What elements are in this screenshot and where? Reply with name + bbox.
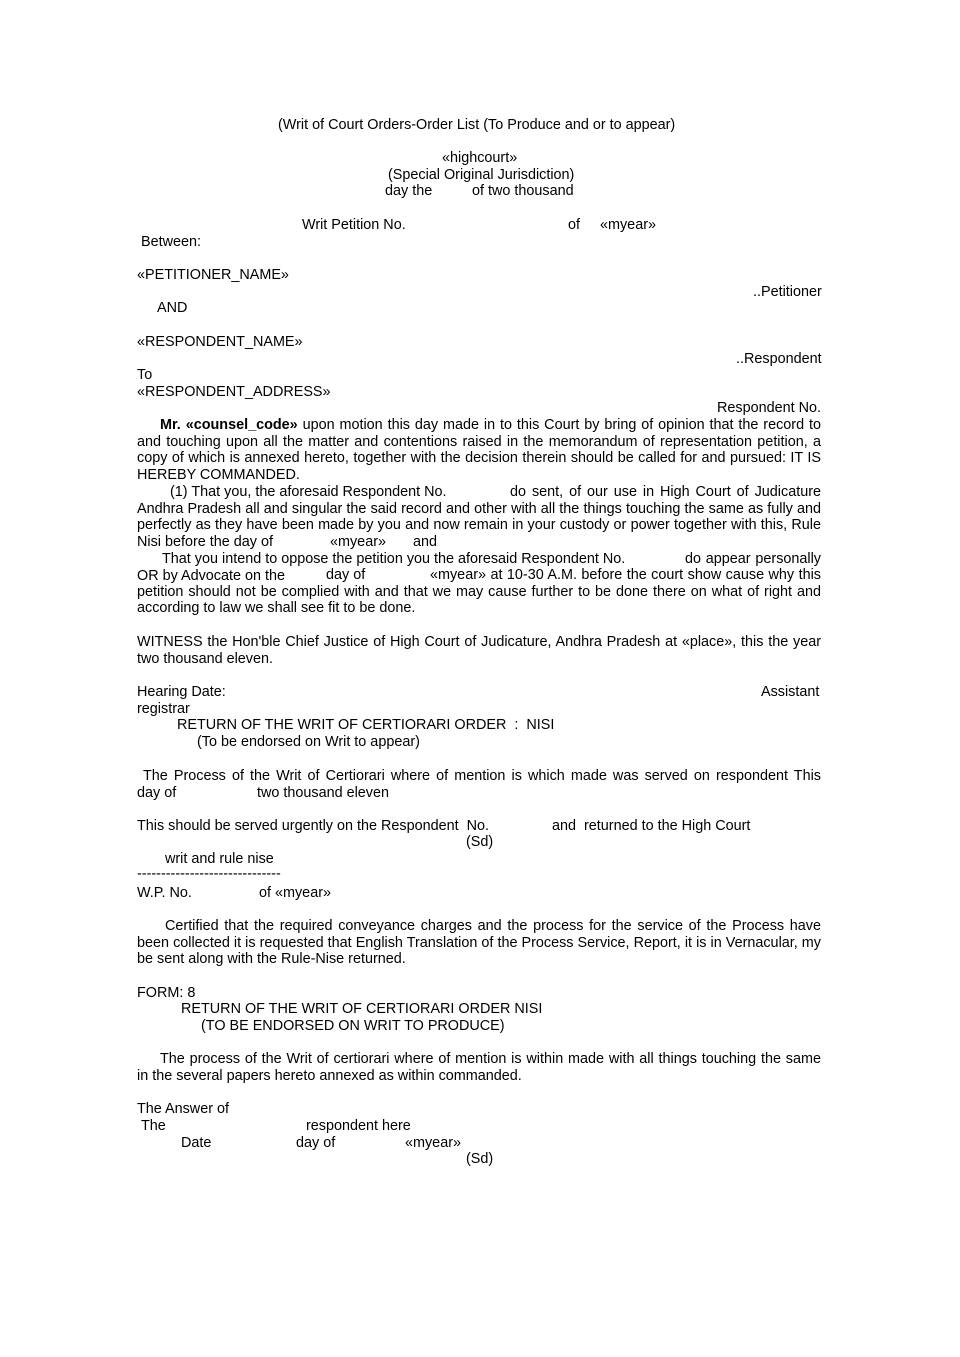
- respondent-label: ..Respondent: [736, 351, 822, 367]
- writ-rule-nise: writ and rule nise: [165, 851, 274, 867]
- form-8-heading: RETURN OF THE WRIT OF CERTIORARI ORDER NISI: [181, 1001, 543, 1017]
- process-two-thousand-eleven: two thousand eleven: [257, 785, 390, 801]
- petitioner-name-field: «PETITIONER_NAME»: [137, 267, 289, 283]
- to-label: To: [137, 367, 153, 383]
- certified-paragraph: Certified that the required conveyance charges and the process for the service of the Process have been collected it is requested that English Translation of the Process Service, Report, it is in Vernacular, my be sent along with the Rule-Nise returned.: [137, 918, 821, 968]
- between-label: Between:: [141, 234, 202, 250]
- wp-no-label: W.P. No.: [137, 885, 192, 901]
- oppose-day-of: day of: [326, 567, 366, 583]
- oppose-intro: That you intend to oppose the petition you the aforesaid Respondent No.: [162, 551, 626, 567]
- writ-petition-no-label: Writ Petition No.: [302, 217, 406, 233]
- form-8-year-field: «myear»: [405, 1135, 461, 1151]
- oppose-paragraph-2: [137, 567, 821, 617]
- form-8-paragraph: The process of the Writ of certiorari where of mention is within made with all things touching the same in the several papers hereto annexed as within commanded.: [137, 1051, 821, 1084]
- served-urgently-text: This should be served urgently on the Respondent No.: [137, 818, 489, 834]
- date-label: Date: [181, 1135, 212, 1151]
- rule-nisi-year-field: «myear»: [330, 534, 386, 550]
- hearing-date-label: Hearing Date:: [137, 684, 226, 700]
- dashed-divider: ------------------------------: [137, 866, 281, 882]
- respondent-name-field: «RESPONDENT_NAME»: [137, 334, 303, 350]
- counsel-code-field: Mr. «counsel_code»: [160, 417, 298, 433]
- signature-sd-1: (Sd): [466, 834, 494, 850]
- highcourt-field: «highcourt»: [442, 150, 518, 166]
- return-heading: RETURN OF THE WRIT OF CERTIORARI ORDER : NISI: [177, 717, 555, 733]
- of-two-thousand-label: of two thousand: [472, 183, 574, 199]
- process-day-of: day of: [137, 785, 177, 801]
- petition-of-label: of: [568, 217, 581, 233]
- form-8-label: FORM: 8: [137, 985, 196, 1001]
- oppose-text-2: «myear» at 10-30 A.M. before the court show cause why this petition should not be complied with and that we may cause further to be done there on what of right and according to law we shall see fit to be done.: [137, 567, 821, 617]
- return-subheading: (To be endorsed on Writ to appear): [197, 734, 420, 750]
- witness-paragraph: WITNESS the Hon'ble Chief Justice of High Court of Judicature, Andhra Pradesh at «place», this the year two thousand eleven.: [137, 634, 821, 667]
- form-8-day-of: day of: [296, 1135, 336, 1151]
- oppose-text-1: do appear personally OR by Advocate on the: [137, 551, 821, 584]
- process-paragraph: The Process of the Writ of Certiorari where of mention is which made was served on respondent This: [143, 768, 821, 784]
- respondent-no-label: Respondent No.: [717, 400, 822, 416]
- document-title: (Writ of Court Orders-Order List (To Produce and or to appear): [278, 117, 676, 133]
- command-paragraph: [137, 417, 821, 484]
- wp-year-field: of «myear»: [259, 885, 331, 901]
- respondent-here-label: respondent here: [306, 1118, 411, 1134]
- respondent-address-field: «RESPONDENT_ADDRESS»: [137, 384, 331, 400]
- form-8-subheading: (TO BE ENDORSED ON WRIT TO PRODUCE): [201, 1018, 505, 1034]
- answer-of-label: The Answer of: [137, 1101, 229, 1117]
- signature-sd-2: (Sd): [466, 1151, 494, 1167]
- and-label: AND: [157, 300, 188, 316]
- day-the-label: day the: [385, 183, 433, 199]
- petitioner-label: ..Petitioner: [753, 284, 822, 300]
- petition-year-field: «myear»: [600, 217, 656, 233]
- assistant-label: Assistant: [761, 684, 820, 700]
- order-1-paragraph: [137, 484, 821, 551]
- the-label: The: [141, 1118, 166, 1134]
- order-1-intro: (1) That you, the aforesaid Respondent No.: [170, 484, 447, 500]
- rule-nisi-and: and: [413, 534, 438, 550]
- returned-to-text: and returned to the High Court: [552, 818, 751, 834]
- command-paragraph-text: upon motion this day made in to this Court by bring of opinion that the record to and touching upon all the matter and contentions raised in the memorandum of representation petition, a copy of which is annexed hereto, together with the decision therein should be called for and pursued: IT IS HEREBY COMMANDED.: [137, 417, 821, 484]
- registrar-label: registrar: [137, 701, 190, 717]
- jurisdiction: (Special Original Jurisdiction): [388, 167, 575, 183]
- order-1-text: do sent, of our use in High Court of Judicature Andhra Pradesh all and singular the said record and other with all the things touching the same as fully and perfectly as they have been made by you and now remain in your custody or power together with this, Rule Nisi before the day of: [137, 484, 821, 551]
